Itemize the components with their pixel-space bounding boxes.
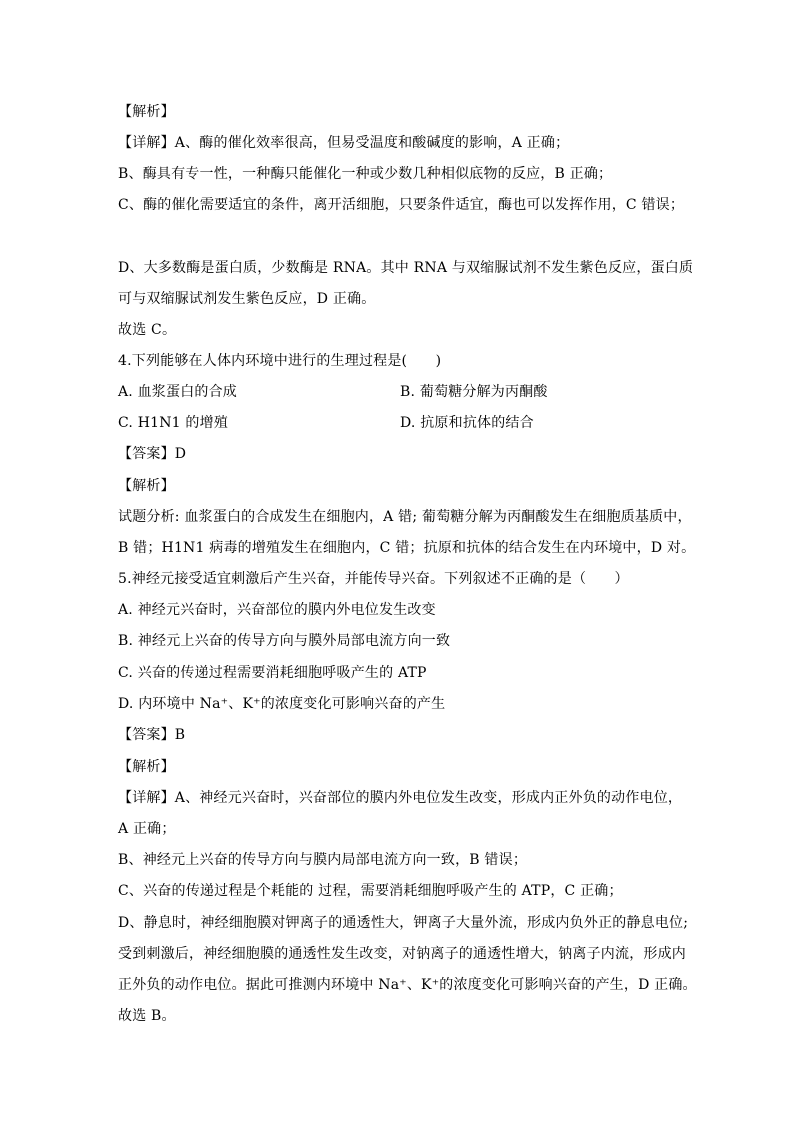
explanation-line: 可与双缩脲试剂发生紫色反应，D 正确。 — [118, 291, 376, 307]
option-b: B. 神经元上兴奋的传导方向与膜外局部电流方向一致 — [118, 633, 451, 649]
question-4-options-row-1 — [118, 382, 678, 402]
explanation-line: B 错；H1N1 病毒的增殖发生在细胞内，C 错；抗原和抗体的结合发生在内环境中，D 对。 — [118, 540, 696, 556]
option-c: C. 兴奋的传递过程需要消耗细胞呼吸产生的 ATP — [118, 665, 427, 681]
option-d: D. 抗原和抗体的结合 — [400, 415, 534, 431]
explanation-line: D、大多数酶是蛋白质，少数酶是 RNA。其中 RNA 与双缩脲试剂不发生紫色反应，蛋白质 — [118, 260, 694, 276]
conclusion-line: 故选 B。 — [118, 1008, 176, 1024]
option-c: C. H1N1 的增殖 — [118, 415, 229, 431]
explanation-line: 试题分析: 血浆蛋白的合成发生在细胞内，A 错; 葡萄糖分解为丙酮酸发生在细胞质基质中， — [118, 509, 692, 525]
explanation-line: 受到刺激后，神经细胞膜的通透性发生改变，对钠离子的通透性增大，钠离子内流，形成内 — [118, 946, 686, 962]
explanation-line: B、酶具有专一性，一种酶只能催化一种或少数几种相似底物的反应，B 正确； — [118, 166, 613, 182]
explanation-line: 【详解】A、酶的催化效率很高，但易受温度和酸碱度的影响，A 正确； — [118, 135, 570, 151]
option-a: A. 神经元兴奋时，兴奋部位的膜内外电位发生改变 — [118, 602, 436, 618]
analysis-heading: 【解析】 — [118, 104, 175, 120]
explanation-line: A 正确； — [118, 821, 176, 837]
explanation-line: 【详解】A、神经元兴奋时，兴奋部位的膜内外电位发生改变，形成内正外负的动作电位， — [118, 790, 683, 806]
explanation-line: 正外负的动作电位。据此可推测内环境中 Na⁺、K⁺的浓度变化可影响兴奋的产生，D 正确。 — [118, 977, 697, 993]
option-b: B. 葡萄糖分解为丙酮酸 — [400, 384, 548, 400]
analysis-heading: 【解析】 — [118, 759, 175, 775]
conclusion-line: 故选 C。 — [118, 322, 177, 338]
answer-line: 【答案】D — [118, 446, 187, 462]
analysis-heading: 【解析】 — [118, 478, 175, 494]
question-5-stem: 5.神经元接受适宜刺激后产生兴奋，并能传导兴奋。下列叙述不正确的是（ ） — [118, 571, 629, 587]
option-d: D. 内环境中 Na⁺、K⁺的浓度变化可影响兴奋的产生 — [118, 696, 446, 712]
explanation-line: C、酶的催化需要适宜的条件，离开活细胞，只要条件适宜，酶也可以发挥作用，C 错误； — [118, 197, 685, 213]
answer-line: 【答案】B — [118, 727, 186, 743]
explanation-line: D、静息时，神经细胞膜对钾离子的通透性大，钾离子大量外流，形成内负外正的静息电位; — [118, 915, 689, 931]
explanation-line: B、神经元上兴奋的传导方向与膜内局部电流方向一致，B 错误； — [118, 852, 528, 868]
question-4-stem: 4.下列能够在人体内环境中进行的生理过程是( ) — [118, 353, 442, 369]
explanation-line: C、兴奋的传递过程是个耗能的 过程，需要消耗细胞呼吸产生的 ATP，C 正确； — [118, 883, 623, 899]
option-a: A. 血浆蛋白的合成 — [118, 384, 238, 400]
question-4-options-row-2 — [118, 413, 678, 433]
